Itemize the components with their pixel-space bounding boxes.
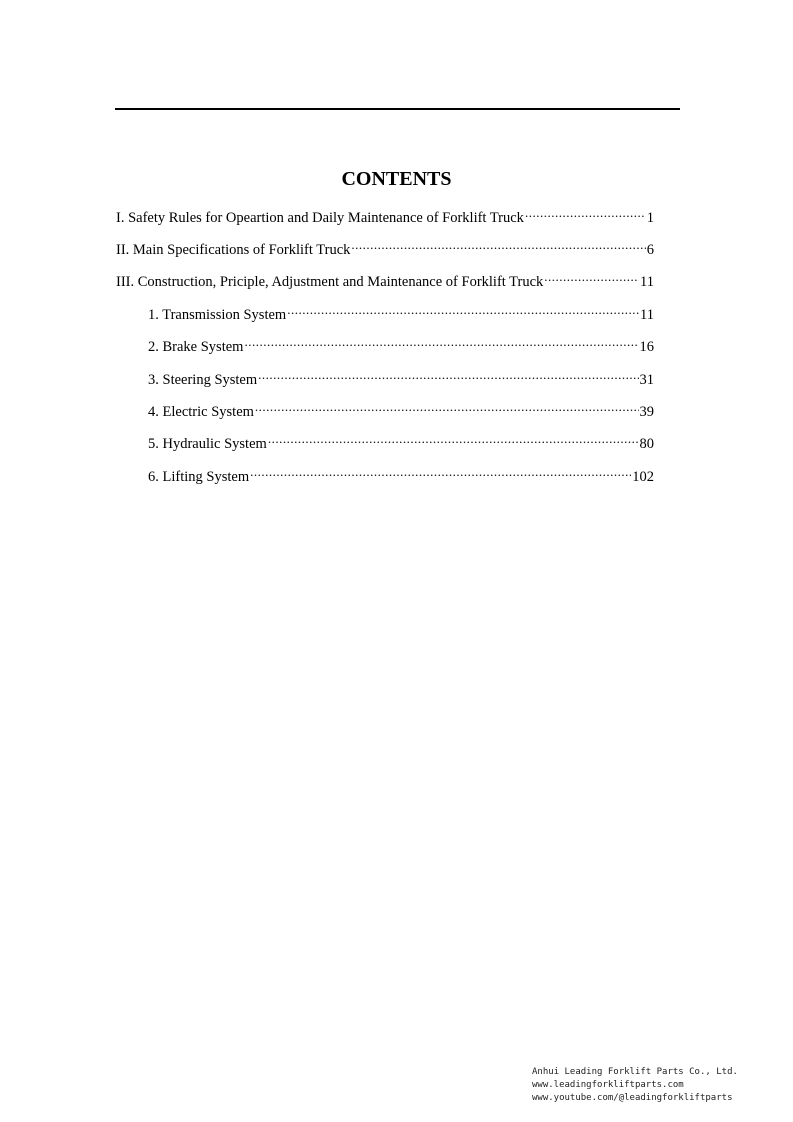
toc-entry-label: 2. Brake System	[148, 339, 244, 355]
toc-entry[interactable]	[148, 301, 654, 324]
toc-leader-dots	[268, 430, 639, 448]
toc-entry-page: 11	[640, 307, 654, 323]
toc-leader-dots	[244, 333, 638, 351]
toc-entry[interactable]	[148, 333, 654, 356]
page-title: CONTENTS	[341, 168, 452, 190]
toc-entry[interactable]	[148, 366, 654, 389]
footer-website-link[interactable]: www.leadingforkliftparts.com	[532, 1080, 684, 1090]
toc-entry[interactable]	[148, 398, 654, 421]
toc-entry-page: 1	[646, 210, 654, 226]
footer-company-name: Anhui Leading Forklift Parts Co., Ltd.	[532, 1067, 738, 1077]
toc-leader-dots	[255, 398, 639, 416]
toc-entry[interactable]	[116, 268, 654, 291]
toc-entry-page: 16	[639, 339, 654, 355]
footer-company-info	[532, 1066, 738, 1105]
toc-leader-dots	[525, 204, 646, 222]
toc-leader-dots	[250, 463, 631, 481]
footer-youtube-link[interactable]: www.youtube.com/@leadingforkliftparts	[532, 1093, 733, 1103]
toc-entry-page: 102	[632, 469, 654, 485]
toc-entry-page: 39	[639, 404, 654, 420]
toc-leader-dots	[544, 268, 639, 286]
toc-leader-dots	[287, 301, 639, 319]
toc-entry-page: 11	[640, 274, 654, 290]
toc-entry[interactable]	[116, 204, 654, 227]
toc-entry-label: 6. Lifting System	[148, 469, 250, 485]
toc-entry-label: I. Safety Rules for Opeartion and Daily Maintenance of Forklift Truck	[116, 210, 524, 226]
toc-entry-label: 4. Electric System	[148, 404, 254, 420]
toc-entry-label: 3. Steering System	[148, 372, 258, 388]
toc-entry-label: 5. Hydraulic System	[148, 436, 267, 452]
toc-entry-page: 6	[646, 242, 654, 258]
header-rule	[115, 108, 680, 110]
toc-entry-page: 80	[639, 436, 654, 452]
toc-entry[interactable]	[148, 430, 654, 453]
toc-entry[interactable]	[148, 463, 654, 486]
toc-leader-dots	[351, 236, 645, 254]
toc-leader-dots	[258, 366, 638, 384]
toc-entry-label: II. Main Specifications of Forklift Truck	[116, 242, 351, 258]
toc-entry-label: 1. Transmission System	[148, 307, 287, 323]
toc-entry[interactable]	[116, 236, 654, 259]
toc-entry-label: III. Construction, Priciple, Adjustment and Maintenance of Forklift Truck	[116, 274, 544, 290]
toc-entry-page: 31	[639, 372, 654, 388]
